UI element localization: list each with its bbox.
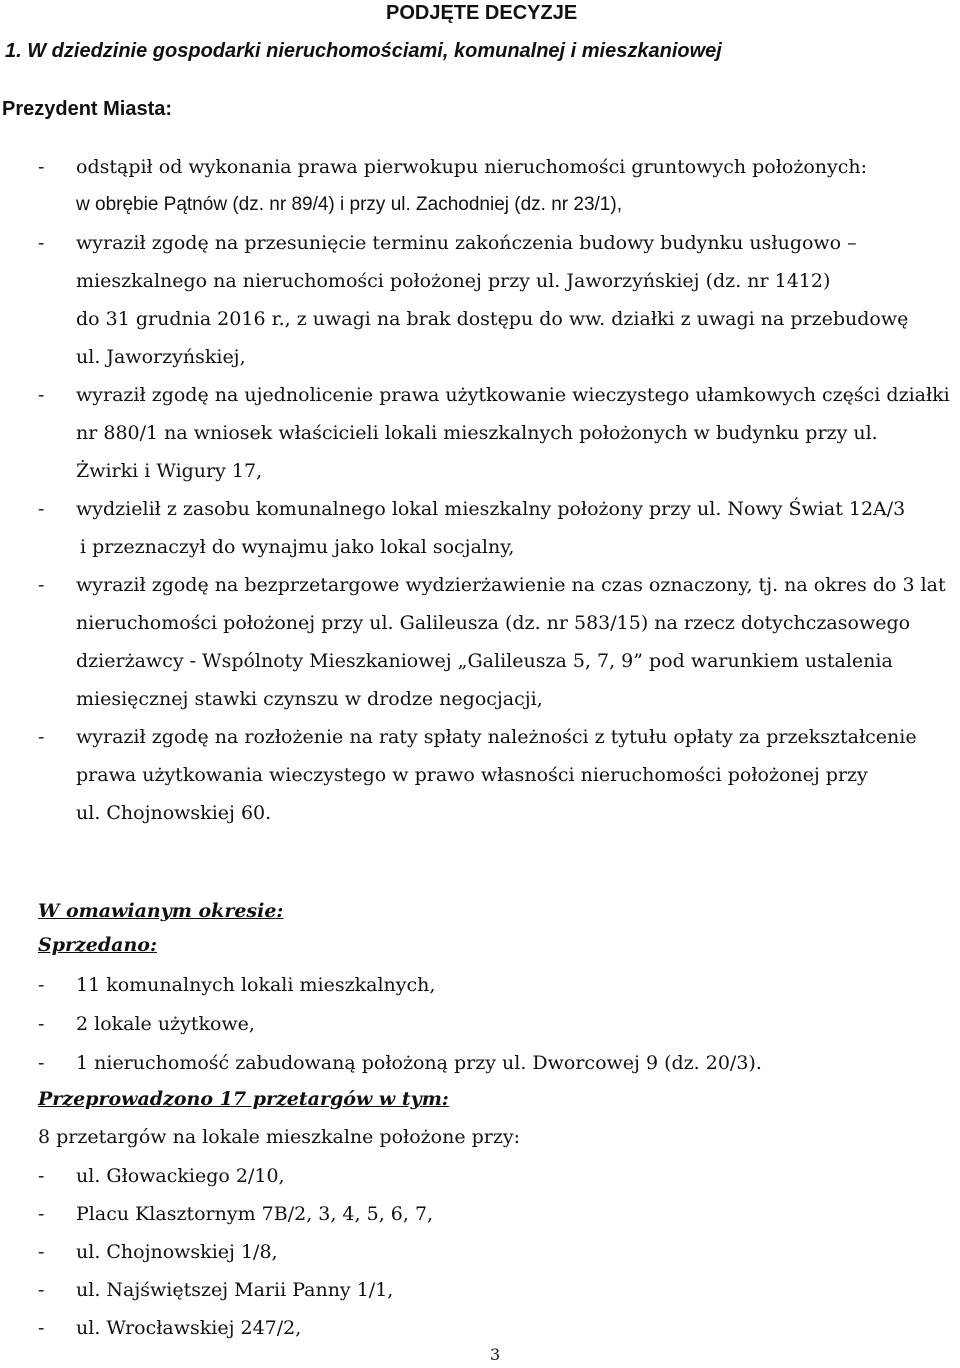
decision-line: wyraził zgodę na przesunięcie terminu zakończenia budowy budynku usługowo – bbox=[76, 232, 857, 254]
list-dash: - bbox=[38, 1279, 45, 1301]
tenders-intro: 8 przetargów na lokale mieszkalne położone przy: bbox=[38, 1126, 520, 1148]
list-item: 1 nieruchomość zabudowaną położoną przy ul. Dworcowej 9 (dz. 20/3). bbox=[76, 1052, 762, 1074]
list-item: Placu Klasztornym 7B/2, 3, 4, 5, 6, 7, bbox=[76, 1203, 434, 1225]
list-item: 11 komunalnych lokali mieszkalnych, bbox=[76, 974, 436, 996]
list-item: 2 lokale użytkowe, bbox=[76, 1013, 255, 1035]
decision-line: ul. Chojnowskiej 60. bbox=[76, 802, 272, 824]
list-item: ul. Głowackiego 2/10, bbox=[76, 1165, 285, 1187]
decision-line: Żwirki i Wigury 17, bbox=[76, 460, 263, 482]
list-dash: - bbox=[38, 498, 45, 520]
decision-line: wyraził zgodę na bezprzetargowe wydzierżawienie na czas oznaczony, tj. na okres do 3 lat bbox=[76, 574, 946, 596]
decision-line: nr 880/1 na wniosek właścicieli lokali mieszkalnych położonych w budynku przy ul. bbox=[76, 422, 878, 444]
list-item: ul. Najświętszej Marii Panny 1/1, bbox=[76, 1279, 394, 1301]
list-dash: - bbox=[38, 384, 45, 406]
decision-line: miesięcznej stawki czynszu w drodze negocjacji, bbox=[76, 688, 543, 710]
list-dash: - bbox=[38, 156, 45, 178]
list-item: ul. Chojnowskiej 1/8, bbox=[76, 1241, 278, 1263]
decision-line: wyraził zgodę na ujednolicenie prawa użytkowanie wieczystego ułamkowych części działki bbox=[76, 384, 950, 406]
list-dash: - bbox=[38, 1052, 45, 1074]
sold-heading: Sprzedano: bbox=[38, 934, 157, 956]
period-heading: W omawianym okresie: bbox=[38, 900, 284, 922]
decision-line: ul. Jaworzyńskiej, bbox=[76, 346, 246, 368]
subject-heading: Prezydent Miasta: bbox=[2, 98, 173, 120]
page-title: PODJĘTE DECYZJE bbox=[386, 2, 578, 24]
decision-line: odstąpił od wykonania prawa pierwokupu nieruchomości gruntowych położonych: bbox=[76, 156, 868, 178]
list-dash: - bbox=[38, 1165, 45, 1187]
decision-line: do 31 grudnia 2016 r., z uwagi na brak dostępu do ww. działki z uwagi na przebudowę bbox=[76, 308, 909, 330]
decision-line: w obrębie Pątnów (dz. nr 89/4) i przy ul. Zachodniej (dz. nr 23/1), bbox=[76, 194, 622, 215]
list-dash: - bbox=[38, 1013, 45, 1035]
list-dash: - bbox=[38, 1241, 45, 1263]
list-dash: - bbox=[38, 574, 45, 596]
decision-line: dzierżawcy - Wspólnoty Mieszkaniowej „Galileusza 5, 7, 9” pod warunkiem ustalenia bbox=[76, 650, 893, 672]
decision-line: prawa użytkowania wieczystego w prawo własności nieruchomości położonej przy bbox=[76, 764, 868, 786]
list-dash: - bbox=[38, 974, 45, 996]
decision-line: i przeznaczył do wynajmu jako lokal socjalny, bbox=[80, 536, 515, 558]
decision-line: nieruchomości położonej przy ul. Galileusza (dz. nr 583/15) na rzecz dotychczasowego bbox=[76, 612, 911, 634]
section-heading: 1. W dziedzinie gospodarki nieruchomościami, komunalnej i mieszkaniowej bbox=[5, 40, 722, 62]
list-dash: - bbox=[38, 232, 45, 254]
page-number: 3 bbox=[490, 1345, 501, 1364]
list-dash: - bbox=[38, 726, 45, 748]
decision-line: mieszkalnego na nieruchomości położonej przy ul. Jaworzyńskiej (dz. nr 1412) bbox=[76, 270, 831, 292]
list-dash: - bbox=[38, 1203, 45, 1225]
list-item: ul. Wrocławskiej 247/2, bbox=[76, 1317, 302, 1339]
decision-line: wydzielił z zasobu komunalnego lokal mieszkalny położony przy ul. Nowy Świat 12A/3 bbox=[76, 498, 906, 520]
tenders-heading: Przeprowadzono 17 przetargów w tym: bbox=[38, 1088, 449, 1110]
list-dash: - bbox=[38, 1317, 45, 1339]
decision-line: wyraził zgodę na rozłożenie na raty spłaty należności z tytułu opłaty za przekształcenie bbox=[76, 726, 917, 748]
